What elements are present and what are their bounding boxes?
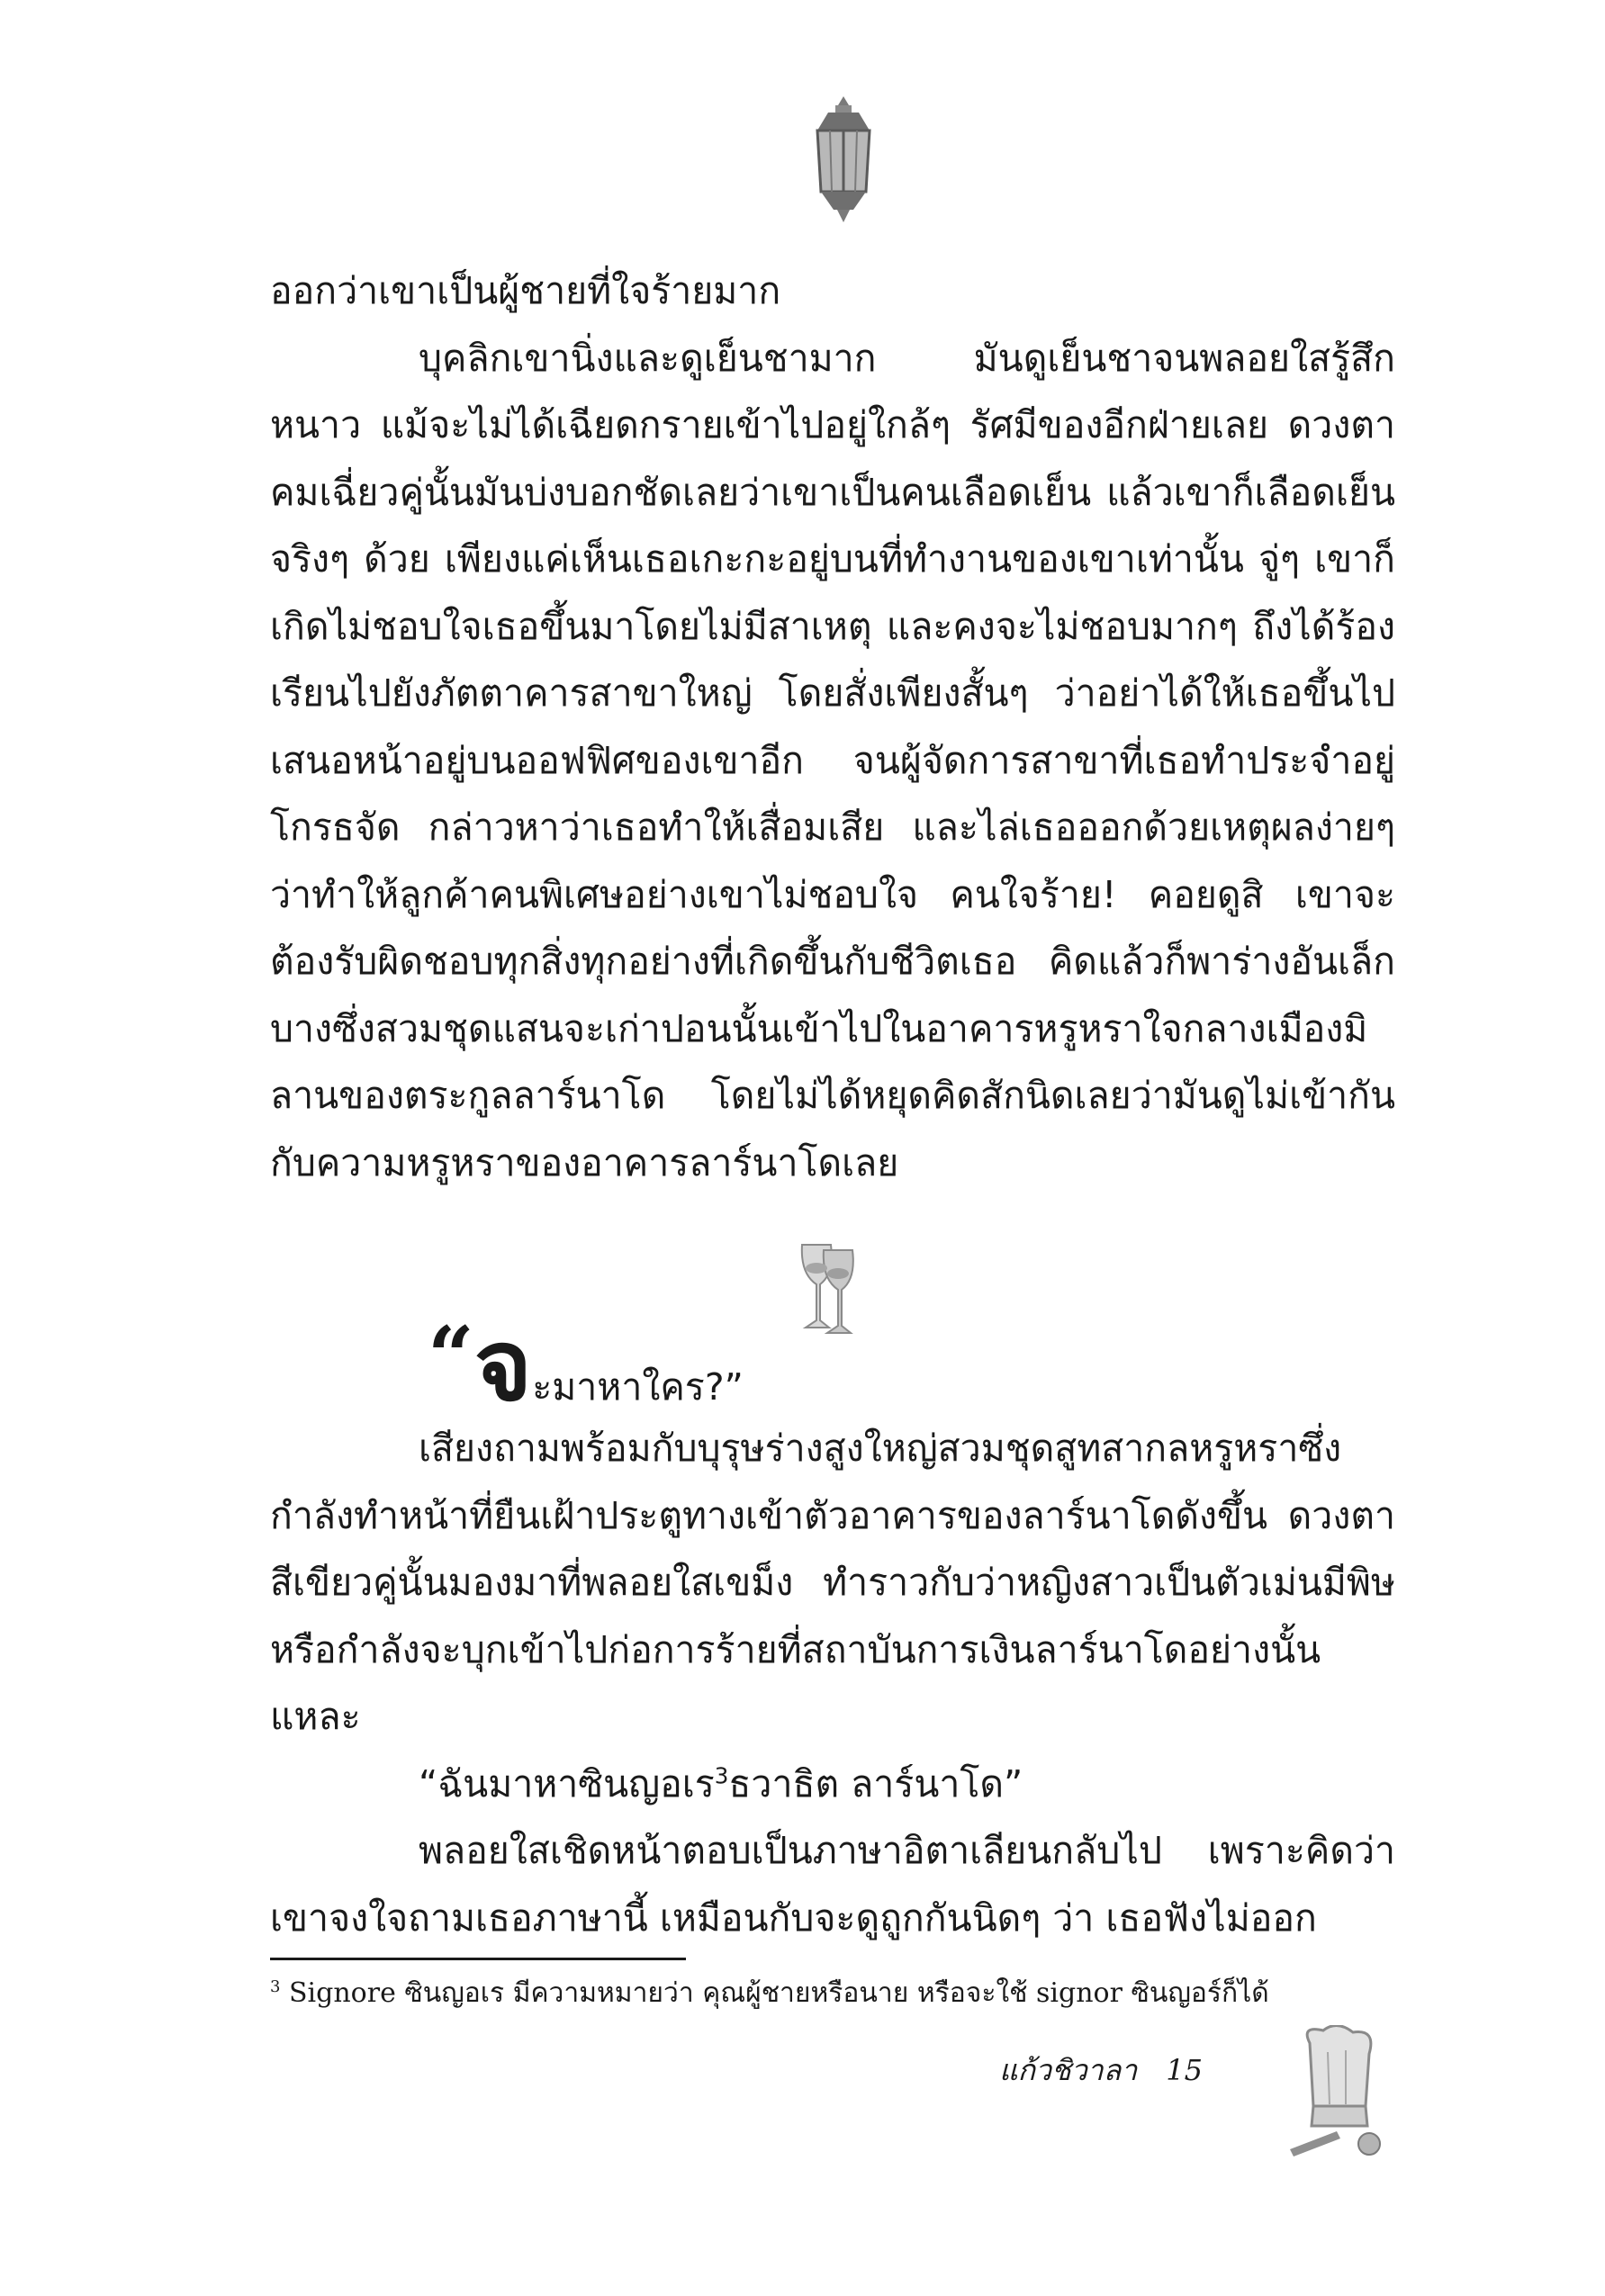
page-number: 15 (1166, 2053, 1203, 2087)
running-footer (999, 2048, 1203, 2093)
dropcap-line (428, 1307, 744, 1423)
book-title: แก้วชิวาลา (999, 2053, 1138, 2087)
wine-glasses-icon (797, 1238, 860, 1341)
footnote-number: 3 (270, 1977, 281, 1996)
lantern-icon (801, 95, 887, 225)
footnote (270, 1971, 1269, 2016)
paragraph: เสียงถามพร้อมกับบุรุษร่างสูงใหญ่สวมชุดสูทสากลหรูหราซึ่งกำลังทำหน้าที่ยืนเฝ้าประตูทางเข้าตัวอาคารของลาร์นาโดดังขึ้น ดวงตาสีเขียวคู่นั้นมองมาที่พลอยใสเขม็ง ทำราวกับว่าหญิงสาวเป็นตัวเม่นมีพิษ หรือกำลังจะบุกเข้าไปก่อการร้ายที่สถาบันการเงินลาร์นาโดอย่างนั้นแหละ (270, 1427, 1395, 1738)
paragraph: บุคลิกเขานิ่งและดูเย็นชามาก มันดูเย็นชาจนพลอยใสรู้สึกหนาว แม้จะไม่ได้เฉียดกรายเข้าไปอยู่ใกล้ๆ รัศมีของอีกฝ่ายเลย ดวงตาคมเฉี่ยวคู่นั้นมันบ่งบอกชัดเลยว่าเขาเป็นคนเลือดเย็น แล้วเขาก็เลือดเย็นจริงๆ ด้วย เพียงแค่เห็นเธอเกะกะอยู่บนที่ทำงานของเขาเท่านั้น จู่ๆ เขาก็เกิดไม่ชอบใจเธอขึ้นมาโดยไม่มีสาเหตุ และคงจะไม่ชอบมากๆ ถึงได้ร้องเรียนไปยังภัตตาคารสาขาใหญ่ โดยสั่งเพียงสั้นๆ ว่าอย่าได้ให้เธอขึ้นไปเสนอหน้าอยู่บนออฟฟิศของเขาอีก จนผู้จัดการสาขาที่เธอทำประจำอยู่โกรธจัด กล่าวหาว่าเธอทำให้เสื่อมเสีย และไล่เธอออกด้วยเหตุผลง่ายๆ ว่าทำให้ลูกค้าคนพิเศษอย่างเขาไม่ชอบใจ คนใจร้าย! คอยดูสิ เขาจะต้องรับผิดชอบทุกสิ่งทุกอย่างที่เกิดขึ้นกับชีวิตเธอ คิดแล้วก็พาร่างอันเล็กบางซึ่งสวมชุดแสนจะเก่าปอนนั้นเข้าไปในอาคารหรูหราใจกลางเมืองมิลานของตระกูลลาร์นาโด โดยไม่ได้หยุดคิดสักนิดเลยว่ามันดูไม่เข้ากันกับความหรูหราของอาคารลาร์นาโดเลย (270, 336, 1395, 1184)
body-text-section-2 (270, 1415, 1395, 1951)
footnote-marker: 3 (714, 1761, 729, 1788)
body-text-section-1 (270, 257, 1395, 1196)
dropcap-rest: ะมาหาใคร?” (532, 1365, 744, 1409)
paragraph: ออกว่าเขาเป็นผู้ชายที่ใจร้ายมาก (270, 269, 781, 312)
dropcap-letter: จ (473, 1308, 533, 1423)
footnote-rule (270, 1958, 686, 1960)
dropcap-quote: “ (428, 1309, 474, 1404)
footnote-text: Signore ซินญอเร มีความหมายว่า คุณผู้ชายหรือนาย หรือจะใช้ signor ซินญอร์ก็ได้ (280, 1977, 1269, 2009)
dialogue-paragraph: “ฉันมาหาซินญอเร$^3$ธวาธิต ลาร์นาโด” (419, 1761, 1023, 1805)
paragraph: พลอยใสเชิดหน้าตอบเป็นภาษาอิตาเลียนกลับไป เพราะคิดว่าเขาจงใจถามเธอภาษานี้ เหมือนกับจะดูถูกกันนิดๆ ว่า เธอฟังไม่ออก (270, 1829, 1395, 1940)
chef-hat-icon (1283, 2025, 1391, 2160)
